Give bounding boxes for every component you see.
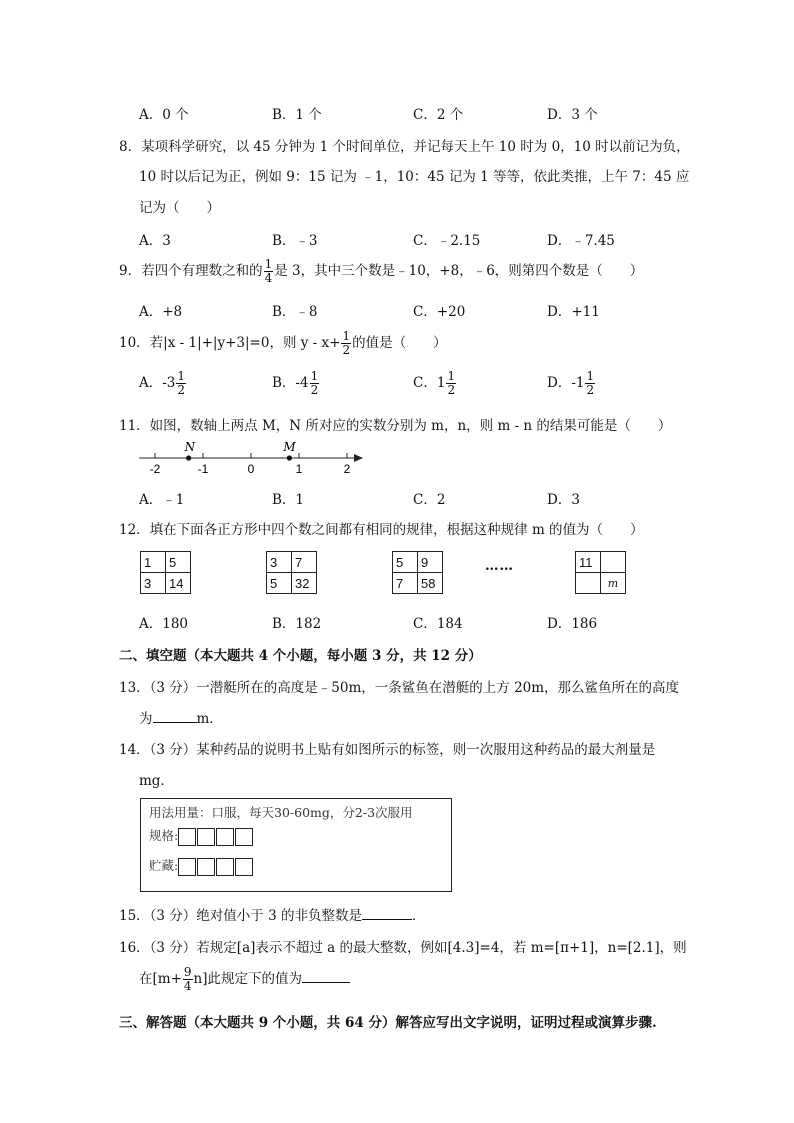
- q15-answer-blank: [362, 907, 412, 920]
- q10-suffix: 的值是（ ）: [352, 335, 447, 351]
- medicine-storage: 贮藏:: [149, 856, 254, 876]
- medicine-usage: 用法用量：口服，每天30-60mg，分2-3次服用: [149, 805, 413, 820]
- q9-option-b: B．﹣8: [272, 304, 318, 320]
- q11-option-d: D．3: [547, 492, 580, 508]
- section-2-heading: 二、填空题（本大题共 4 个小题，每小题 3 分，共 12 分）: [119, 648, 482, 664]
- q11-stem: 11．如图，数轴上两点 M，N 所对应的实数分别为 m，n，则 m - n 的结果可能是（ ）: [119, 418, 672, 434]
- q7-option-a: A．0 个: [139, 107, 189, 123]
- q12-option-a: A．180: [139, 616, 189, 632]
- q9-stem: [119, 258, 643, 285]
- q14-line2: mg．: [139, 773, 174, 789]
- q9-prefix: 9．若四个有理数之和的: [119, 263, 263, 279]
- q14-line1: 14．（3 分）某种药品的说明书上贴有如图所示的标签，则一次服用这种药品的最大剂量是: [119, 742, 656, 758]
- q16-line1: 16．（3 分）若规定[a]表示不超过 a 的最大整数，例如[4.3]=4，若 m=[π+1]，n=[2.1]，则: [119, 940, 687, 956]
- point-n-dot: [186, 455, 191, 460]
- q9-option-a: A．+8: [139, 304, 183, 320]
- q12-stem: 12．填在下面各正方形中四个数之间都有相同的规律，根据这种规律 m 的值为（ ）: [119, 522, 644, 538]
- q11-option-a: A．﹣1: [139, 492, 185, 508]
- q8-line1: 8．某项科学研究，以 45 分钟为 1 个时间单位，并记每天上午 10 时为 0，10 时以前记为负，: [119, 139, 690, 155]
- q16-answer-blank: [302, 970, 350, 983]
- q7-option-b: B．1 个: [272, 107, 322, 123]
- number-line-tick-label: 0: [247, 462, 255, 476]
- pattern-grid-1: 1 5 3 14: [140, 551, 191, 594]
- point-m-label: M: [283, 440, 296, 454]
- q9-option-c: C．+20: [413, 304, 466, 320]
- q10-prefix: 10．若|x - 1|+|y+3|=0，则 y - x+: [119, 335, 341, 351]
- q8-option-d: D．﹣7.45: [547, 233, 615, 249]
- number-line-tick-label: -2: [149, 462, 161, 476]
- pattern-grid-4: 11 m: [575, 551, 626, 594]
- pattern-grid-3: 5 9 7 58: [392, 551, 443, 594]
- q10-option-a: A．-3 $\frac{1}{2}$: [139, 369, 186, 397]
- q10-fraction: $\frac{1}{2}$: [342, 329, 351, 357]
- point-m-dot: [287, 455, 292, 460]
- point-n-label: N: [184, 440, 196, 454]
- q12-option-c: C．184: [413, 616, 463, 632]
- q8-option-a: A．3: [139, 233, 171, 249]
- q9-fraction: $\frac{1}{4}$: [264, 257, 273, 285]
- q8-line3: 记为（ ）: [139, 200, 220, 216]
- pattern-grid-2: 3 7 5 32: [266, 551, 317, 594]
- q12-option-d: D．186: [547, 616, 598, 632]
- q9-suffix: 是 3，其中三个数是﹣10，+8，﹣6，则第四个数是（ ）: [274, 263, 644, 279]
- q12-option-b: B．182: [272, 616, 322, 632]
- medicine-label: [140, 798, 452, 892]
- q16-line2: 在[m+ $\frac{9}{4}$ n]此规定下的值为: [139, 966, 350, 993]
- q10-option-c: C．1 $\frac{1}{2}$: [413, 369, 456, 397]
- number-line: [135, 436, 375, 478]
- medicine-spec: 规格:: [149, 826, 254, 846]
- q11-option-c: C．2: [413, 492, 446, 508]
- q13-line2: 为 m．: [139, 711, 223, 727]
- q10-stem: [119, 330, 447, 357]
- q8-option-b: B．﹣3: [272, 233, 318, 249]
- q7-option-c: C．2 个: [413, 107, 464, 123]
- q9-option-d: D．+11: [547, 304, 600, 320]
- q10-option-b: B．-4 $\frac{1}{2}$: [272, 369, 319, 397]
- q13-answer-blank: [153, 710, 197, 723]
- number-line-arrow: [354, 454, 363, 462]
- q11-option-b: B．1: [272, 492, 305, 508]
- q13-line1: 13．（3 分）一潜艇所在的高度是﹣50m，一条鲨鱼在潜艇的上方 20m，那么鲨鱼所在的高度: [119, 680, 680, 696]
- section-3-heading: 三、解答题（本大题共 9 个小题，共 64 分）解答应写出文字说明，证明过程或演算步骤.: [119, 1015, 657, 1031]
- q8-option-c: C．﹣2.15: [413, 233, 481, 249]
- q15-stem: 15．（3 分）绝对值小于 3 的非负整数是 ．: [119, 908, 426, 924]
- number-line-tick-label: -1: [197, 462, 209, 476]
- pattern-ellipsis: ……: [485, 558, 514, 574]
- number-line-tick-label: 2: [343, 462, 351, 476]
- q8-line2: 10 时以后记为正，例如 9：15 记为 ﹣1，10：45 记为 1 等等，依此类推，上午 7：45 应: [139, 169, 690, 185]
- number-line-tick-label: 1: [295, 462, 303, 476]
- q10-option-d: D．-1 $\frac{1}{2}$: [547, 369, 595, 397]
- q7-option-d: D．3 个: [547, 107, 598, 123]
